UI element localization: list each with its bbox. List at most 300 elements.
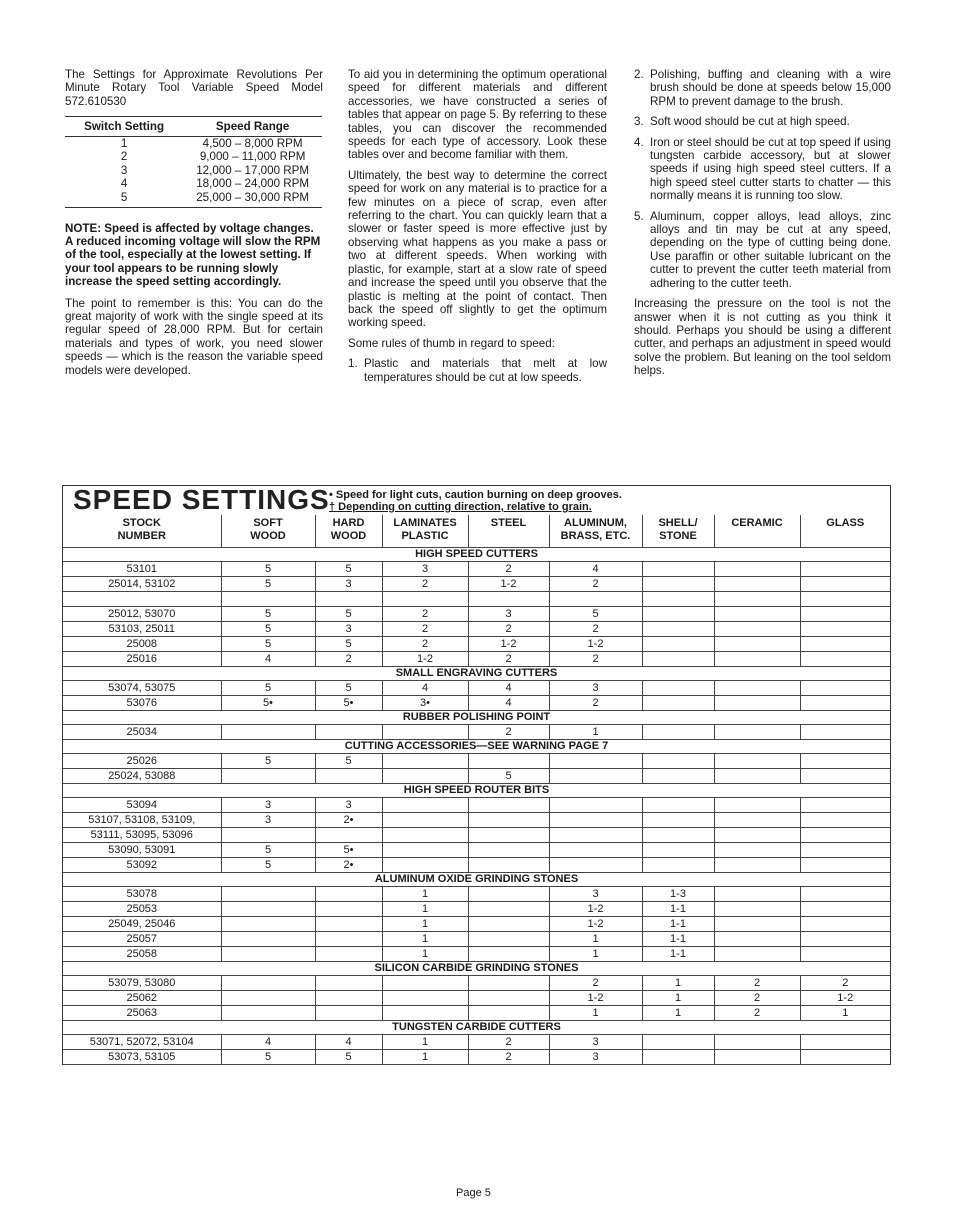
stock-number-cell: 25026 [63,754,221,769]
speed-cell [382,858,468,873]
speed-cell [714,828,800,843]
column-header-line1: GLASS [826,517,865,529]
speed-cell: 1-2 [382,652,468,667]
speed-cell: 1-1 [642,917,714,932]
table-row [63,592,890,607]
column-header [468,515,549,548]
speed-cell [800,932,890,947]
legend-bullet-note: • Speed for light cuts, caution burning on deep grooves. [329,489,622,501]
speed-cell [714,769,800,784]
speed-cell: 1 [800,1006,890,1021]
speed-cell: 1-1 [642,932,714,947]
table-row [63,887,890,902]
speed-cell: 5 [221,637,315,652]
speed-cell [468,917,549,932]
speed-cell [315,887,382,902]
speed-cell: 5 [221,1050,315,1065]
speed-cell [714,843,800,858]
speed-cell: 2 [382,607,468,622]
speed-cell [549,592,642,607]
speed-cell [642,843,714,858]
speed-cell [642,754,714,769]
speed-cell [642,592,714,607]
speed-cell [800,681,890,696]
speed-cell [800,769,890,784]
rule-number: 2. [634,68,644,81]
section-title: HIGH SPEED CUTTERS [63,548,890,562]
section-title: SMALL ENGRAVING CUTTERS [63,667,890,681]
speed-cell: 3 [382,562,468,577]
speed-cell [382,813,468,828]
table-row [63,725,890,740]
switch-row [65,164,322,178]
switch-row [65,136,322,150]
speed-cell [714,902,800,917]
speed-cell [714,637,800,652]
speed-cell [315,991,382,1006]
speed-cell [468,976,549,991]
speed-cell [468,754,549,769]
rule-item [634,68,891,108]
speed-cell: 2• [315,813,382,828]
speed-cell [642,681,714,696]
speed-cell [315,1006,382,1021]
switch-setting-header: Switch Setting [65,117,183,136]
speed-cell: 1-2 [468,577,549,592]
stock-number-cell: 53103, 25011 [63,622,221,637]
speed-cell [221,592,315,607]
speed-cell: 2 [468,1050,549,1065]
stock-number-cell: 25058 [63,947,221,962]
speed-cell [714,681,800,696]
speed-cell [800,843,890,858]
column-header [714,515,800,548]
table-row [63,917,890,932]
speed-cell [800,828,890,843]
stock-number-cell: 53101 [63,562,221,577]
stock-number-cell: 53092 [63,858,221,873]
left-column [65,68,323,384]
speed-cell: 5 [221,607,315,622]
speed-cell: 2 [714,1006,800,1021]
speed-cell [468,813,549,828]
speed-cell: 3 [549,1035,642,1050]
stock-number-cell: 53076 [63,696,221,711]
speed-cell [221,917,315,932]
column-header-line1: ALUMINUM, [564,517,627,529]
speed-cell: 1 [549,1006,642,1021]
rules-list-start [348,357,607,384]
section-title: TUNGSTEN CARBIDE CUTTERS [63,1021,890,1035]
column-header-line2: STONE [659,530,697,542]
speed-cell: 5 [315,1050,382,1065]
speed-cell: 4 [468,681,549,696]
speed-cell [714,858,800,873]
right-column [634,68,891,385]
speed-cell: 3 [549,1050,642,1065]
stock-number-cell: 53107, 53108, 53109, [63,813,221,828]
speed-cell [800,562,890,577]
speed-cell: 3 [315,798,382,813]
speed-cell [642,607,714,622]
speed-cell: 2 [549,976,642,991]
speed-cell: 3 [468,607,549,622]
voltage-note: NOTE: Speed is affected by voltage changes. A reduced incoming voltage will slow the RPM of the tool, especially at the lowest setting. If your tool appears to be running slowly increase the speed setting accordingly. [65,221,321,289]
speed-cell: 5 [221,622,315,637]
section-header-row [63,667,890,681]
speed-cell: 2• [315,858,382,873]
speed-cell [714,887,800,902]
speed-cell [714,754,800,769]
speed-cell: 2 [549,652,642,667]
speed-cell [642,798,714,813]
section-header-row [63,548,890,562]
speed-cell: 3 [549,887,642,902]
rule-number: 1. [348,357,358,371]
speed-cell [714,1035,800,1050]
table-row [63,976,890,991]
speed-cell [221,991,315,1006]
speed-cell [382,843,468,858]
table-row [63,902,890,917]
speed-range-cell: 4,500 – 8,000 RPM [202,136,303,150]
speed-cell [549,828,642,843]
speed-cell [800,637,890,652]
speed-cell: 4 [549,562,642,577]
speed-settings-table [63,515,890,1065]
speed-cell [221,947,315,962]
stock-number-cell: 25024, 53088 [63,769,221,784]
speed-cell [221,828,315,843]
speed-cell [714,592,800,607]
section-title: RUBBER POLISHING POINT [63,711,890,725]
speed-cell [714,813,800,828]
column-header-line1: SOFT [253,517,283,529]
speed-cell [714,622,800,637]
speed-cell [468,828,549,843]
table-row [63,828,890,843]
speed-cell [800,725,890,740]
table-row [63,991,890,1006]
speed-cell: 1 [382,947,468,962]
speed-cell [221,976,315,991]
column-header-line2: NUMBER [117,530,166,542]
speed-cell [221,769,315,784]
speed-cell: 3 [315,622,382,637]
speed-cell: 5 [221,858,315,873]
speed-cell [800,813,890,828]
stock-number-cell: 25053 [63,902,221,917]
speed-cell [549,798,642,813]
section-header-row [63,711,890,725]
column-header-line2: PLASTIC [401,530,449,542]
speed-cell: 1-3 [642,887,714,902]
speed-cell: 1-2 [468,637,549,652]
table-row [63,843,890,858]
stock-number-cell: 25049, 25046 [63,917,221,932]
speed-cell: 1 [642,991,714,1006]
table-row [63,1035,890,1050]
speed-cell [221,887,315,902]
column-header [221,515,315,548]
table-row [63,622,890,637]
speed-cell: 1 [549,947,642,962]
speed-cell [800,652,890,667]
speed-cell: 4 [382,681,468,696]
speed-cell [800,858,890,873]
column-header-line1: SHELL/ [658,517,698,529]
rule-item [634,115,891,128]
speed-cell [221,932,315,947]
speed-cell: 3 [549,681,642,696]
switch-row [65,191,322,207]
speed-cell [642,725,714,740]
rule-item [634,210,891,290]
column-header-line2: BRASS, ETC. [560,530,631,542]
speed-cell [315,902,382,917]
speed-cell: 5 [315,754,382,769]
stock-number-cell: 25063 [63,1006,221,1021]
speed-cell [714,798,800,813]
speed-cell [800,917,890,932]
table-row [63,562,890,577]
rule-item [634,136,891,203]
section-title: ALUMINUM OXIDE GRINDING STONES [63,873,890,887]
section-header-row [63,962,890,976]
speed-legend [329,489,622,513]
speed-cell [382,1006,468,1021]
speed-cell [221,902,315,917]
speed-cell [468,887,549,902]
speed-cell: 1 [642,976,714,991]
speed-cell: 2 [382,622,468,637]
speed-cell [549,858,642,873]
stock-number-cell: 53074, 53075 [63,681,221,696]
speed-cell: 1 [549,725,642,740]
speed-cell [382,754,468,769]
speed-cell [714,562,800,577]
page-number: Page 5 [456,1187,491,1199]
speed-cell [714,725,800,740]
table-row [63,607,890,622]
stock-number-cell: 25062 [63,991,221,1006]
table-row [63,696,890,711]
table-row [63,1006,890,1021]
middle-column [348,68,607,391]
speed-cell: 2 [315,652,382,667]
speed-cell [468,1006,549,1021]
speed-cell [800,1050,890,1065]
speed-cell: 1-2 [549,637,642,652]
rule-number: 4. [634,135,644,149]
speed-cell [714,652,800,667]
table-row [63,769,890,784]
speed-cell [800,887,890,902]
column-header-line2: WOOD [330,530,367,542]
table-row [63,652,890,667]
speed-cell [221,1006,315,1021]
column-header [315,515,382,548]
speed-cell: 5 [221,843,315,858]
speed-cell: 1-2 [549,991,642,1006]
speed-cell: 5• [221,696,315,711]
speed-cell [800,577,890,592]
table-row [63,858,890,873]
speed-cell [468,932,549,947]
speed-range-header: Speed Range [183,117,322,136]
speed-cell [315,769,382,784]
speed-cell [714,577,800,592]
speed-cell [468,592,549,607]
speed-cell: 4 [221,652,315,667]
speed-cell [315,947,382,962]
stock-number-cell: 53073, 53105 [63,1050,221,1065]
pressure-paragraph: Increasing the pressure on the tool is not the answer when it is not cutting as you think it should. Perhaps you should be using a different cutter, and perhaps an adjustment in speed would solve the problem. But leaning on the tool seldom helps. [634,297,891,378]
speed-cell: 1 [549,932,642,947]
stock-number-cell: 53071, 52072, 53104 [63,1035,221,1050]
speed-cell [382,725,468,740]
stock-number-cell: 53078 [63,887,221,902]
rules-list-cont [634,68,891,290]
speed-cell: 5 [221,754,315,769]
speed-cell: 2 [382,577,468,592]
speed-cell [315,917,382,932]
table-row [63,637,890,652]
speed-cell: 5 [221,681,315,696]
intro-text: The Settings for Approximate Revolutions Per Minute Rotary Tool Variable Speed Model 572.610530 [65,68,323,108]
rule-text: Iron or steel should be cut at top speed if using tungsten carbide accessory, but at slower speeds if using high speed steel cutters. If a high speed steel cutter starts to chatter — this normally means it is running too slow. [650,135,891,203]
speed-cell: 2 [549,577,642,592]
speed-cell [800,947,890,962]
column-header-line1: CERAMIC [731,517,783,529]
speed-cell [549,769,642,784]
speed-cell: 1-2 [549,902,642,917]
speed-range-cell: 18,000 – 24,000 RPM [196,177,309,191]
speed-cell [642,637,714,652]
section-header-row [63,873,890,887]
stock-number-cell [63,592,221,607]
speed-cell [642,696,714,711]
rule-number: 3. [634,115,644,129]
switch-setting-cell: 3 [120,163,128,177]
speed-cell: 2 [468,652,549,667]
speed-cell: 5 [315,637,382,652]
speed-cell: 5 [315,607,382,622]
section-header-row [63,1021,890,1035]
speed-cell: 4 [221,1035,315,1050]
column-header-line1: LAMINATES [393,517,457,529]
speed-cell: 5 [468,769,549,784]
speed-cell [642,622,714,637]
speed-cell [800,754,890,769]
speed-cell [642,1050,714,1065]
speed-cell: 2 [800,976,890,991]
rule-number: 5. [634,209,644,223]
table-row [63,813,890,828]
speed-cell: 4 [468,696,549,711]
rule-text: Aluminum, copper alloys, lead alloys, zinc alloys and tin may be cut at any speed, depending on the type of cutting being done. Use paraffin or other suitable lubricant on the cutter to prevent the cutter teeth material from adhering to the cutter teeth. [650,209,891,290]
speed-cell [549,754,642,769]
legend-dagger-note: † Depending on cutting direction, relative to grain. [329,501,592,513]
table-row [63,577,890,592]
speed-cell [714,607,800,622]
speed-cell [714,947,800,962]
speed-cell [468,902,549,917]
speed-cell [800,607,890,622]
speed-cell [382,798,468,813]
speed-cell [642,562,714,577]
switch-setting-cell: 2 [120,150,128,164]
rule-text: Soft wood should be cut at high speed. [650,115,850,129]
column-header [642,515,714,548]
speed-cell [714,696,800,711]
stock-number-cell: 53079, 53080 [63,976,221,991]
speed-cell: 1-2 [800,991,890,1006]
speed-cell: 2 [468,725,549,740]
speed-cell: 5 [221,577,315,592]
speed-cell: 1-1 [642,947,714,962]
switch-setting-cell: 4 [120,177,128,191]
speed-cell: 5• [315,696,382,711]
speed-range-cell: 25,000 – 30,000 RPM [183,191,322,207]
rule-item [348,357,607,384]
table-row [63,1050,890,1065]
speed-cell: 2 [468,622,549,637]
speed-cell [800,622,890,637]
section-header-row [63,784,890,798]
switch-speed-table [65,116,322,207]
speed-cell: 5 [549,607,642,622]
point-paragraph: The point to remember is this: You can do the great majority of work with the single speed at its regular speed of 28,000 RPM. But for certain materials and types of work, you need slower speeds — which is the reason the variable speed models were developed. [65,296,323,377]
speed-cell: 4 [315,1035,382,1050]
speed-cell [800,592,890,607]
speed-cell: 1 [382,887,468,902]
speed-cell [800,696,890,711]
speed-cell [714,917,800,932]
speed-cell [382,828,468,843]
speed-cell [800,798,890,813]
speed-cell [315,725,382,740]
speed-cell [468,843,549,858]
speed-cell [382,769,468,784]
speed-cell [642,577,714,592]
speed-cell: 1 [382,1050,468,1065]
speed-cell [714,932,800,947]
aid-paragraph: To aid you in determining the optimum operational speed for different materials and different accessories, we have constructed a series of tables that appear on page 5. By referring to these tables, you can discover the recommended speeds for each type of accessory. Look these tables over and become familiar with them. [348,68,607,162]
ultimately-paragraph: Ultimately, the best way to determine the correct speed for work on any material is to practice for a few minutes on a piece of scrap, even after referring to the chart. You can quickly learn that a slower or faster speed is more effective just by observing what happens as you make a pass or two at different speeds. When working with plastic, for example, start at a slow rate of speed and increase the speed until you observe that the plastic is melting at the point of contact. Then back the speed off slightly to get the optimum working speed. [348,168,607,330]
speed-cell [221,725,315,740]
speed-cell: 1 [382,932,468,947]
speed-cell: 2 [714,976,800,991]
speed-cell: 2 [714,991,800,1006]
speed-cell: 5 [315,562,382,577]
speed-cell: 1 [642,1006,714,1021]
switch-setting-cell: 5 [65,191,183,207]
speed-cell: 2 [549,622,642,637]
stock-number-cell: 53090, 53091 [63,843,221,858]
stock-number-cell: 25014, 53102 [63,577,221,592]
rule-text: Plastic and materials that melt at low temperatures should be cut at low speeds. [364,357,607,384]
speed-settings-title: SPEED SETTINGS [73,484,330,515]
stock-number-cell: 25016 [63,652,221,667]
speed-cell [642,858,714,873]
speed-cell: 1 [382,902,468,917]
column-header-line1: HARD [332,517,365,529]
table-row [63,754,890,769]
speed-cell [642,1035,714,1050]
speed-cell [315,828,382,843]
speed-cell: 5 [221,562,315,577]
